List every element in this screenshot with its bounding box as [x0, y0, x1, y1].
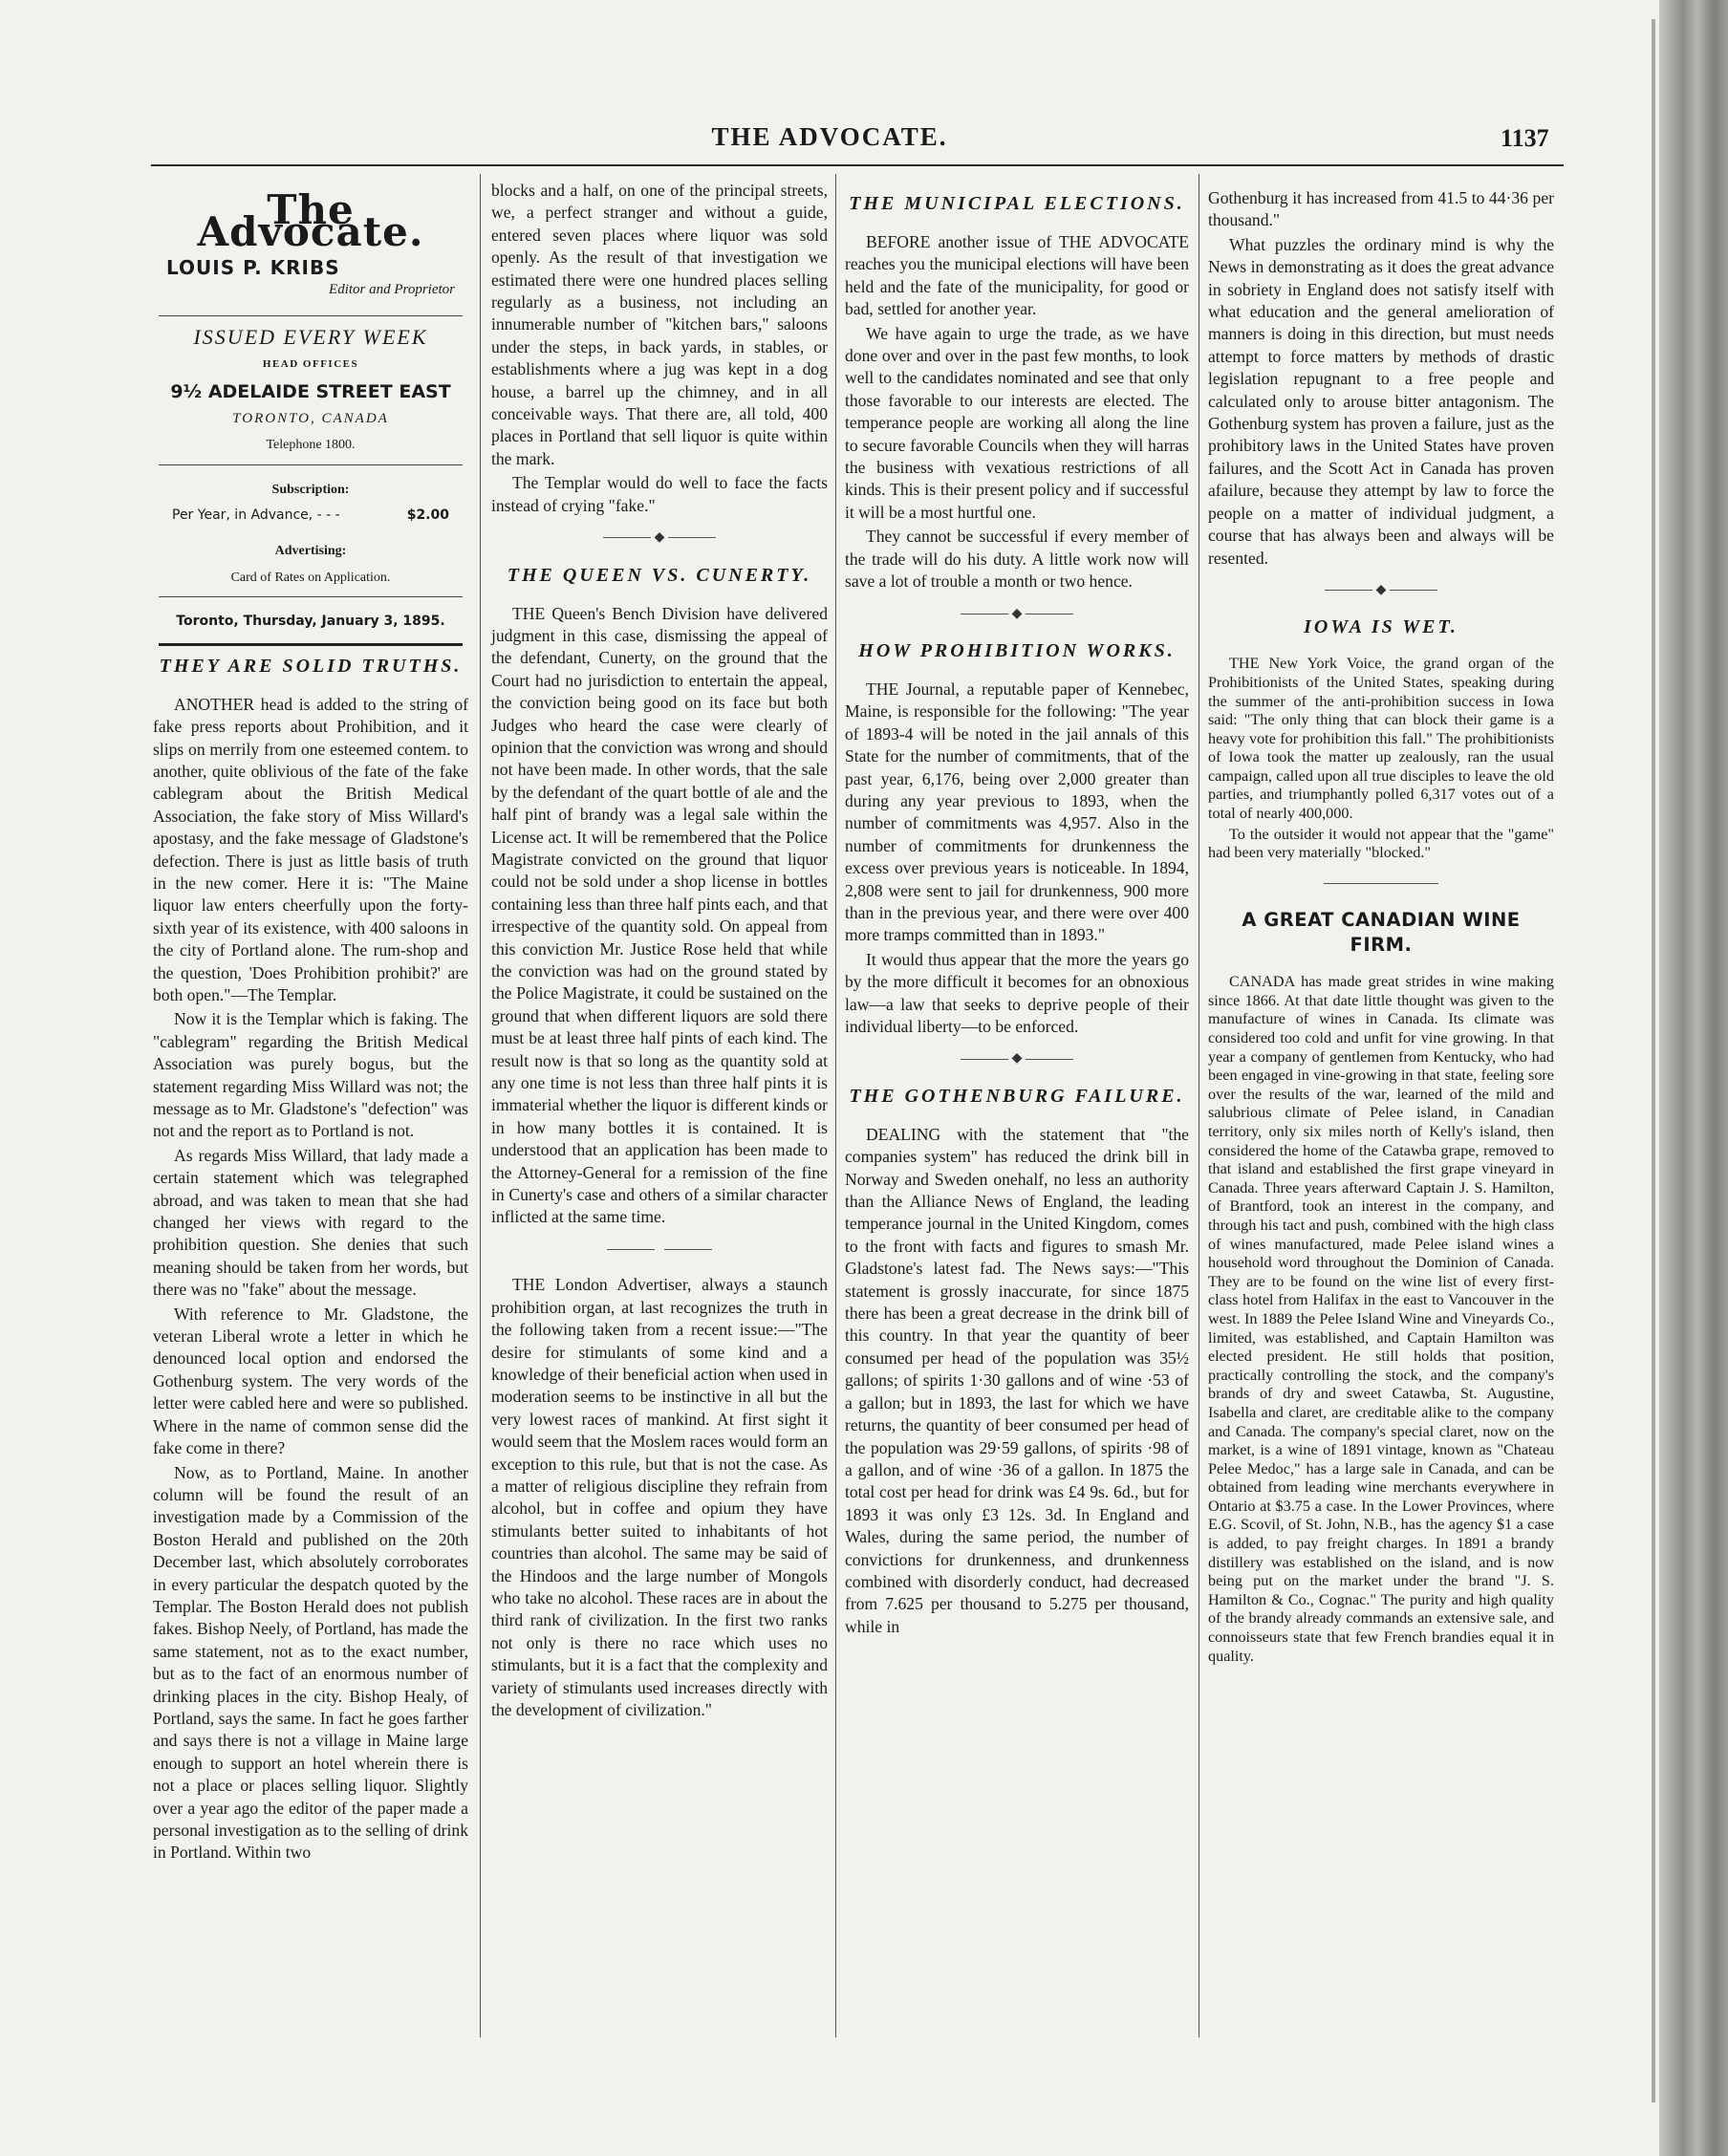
office-address: 9½ ADELAIDE STREET EAST: [170, 381, 451, 403]
subscription-terms: Per Year, in Advance, - - -: [172, 507, 340, 524]
section-ornament: ◆: [491, 527, 828, 549]
article-title-gothenburg-failure: THE GOTHENBURG FAILURE.: [849, 1085, 1185, 1107]
article-title-queen-vs-cunerty: THE QUEEN VS. CUNERTY.: [507, 564, 812, 586]
column-rule-1: [480, 174, 481, 2037]
masthead-logo: The Advocate.: [197, 186, 424, 256]
article-paragraph: With reference to Mr. Gladstone, the veteran Liberal wrote a letter in which he denounced local option and endorsed the Gothenburg system. The very words of the letter were cabled here and were so published. Where in the name of common sense did the fake come in there?: [153, 1304, 468, 1458]
article-paragraph: What puzzles the ordinary mind is why the News in demonstrating as it does the great advance in sobriety in England does not satisfy itself with what education and the general amelioration of manners is doing in this direction, but must needs attempt to force matters by methods of drastic legislation repugnant to a free people and calculated only to arouse bitter antagonism. The Gothenburg system has proven a failure, just as the prohibitory laws in the United States have proven failures, and the Scott Act in Canada has proven afailure, because they attempt by law to force the people on a matter of individual judgment, a course that has always been and always will be resented.: [1208, 234, 1554, 568]
article-paragraph: We have again to urge the trade, as we have done over and over in the past few months, to look well to the candidates nominated and see that only those favorable to our interests are elected. The temperance people are working all along the line to secure favorable Councils when they will harras the business with vexatious restrictions of all kinds. This is their present policy and if successful it will be a most hurtful one.: [845, 323, 1189, 522]
section-ornament: [1208, 873, 1554, 895]
subscription-label: Subscription:: [271, 482, 350, 497]
section-ornament: ◆: [845, 1047, 1189, 1069]
article-paragraph: Now, as to Portland, Maine. In another column will be found the result of an investigation made by a Commission of the Boston Herald and published on the 20th December last, which absolutely corroborates in every particular the despatch quoted by the Templar. The Boston Herald does not publish fakes. Bishop Neely, of Portland, has made the same statement, not as to the exact number, but as to the fact of an enormous number of drinking places in the city. Bishop Healy, of Portland, says the same. In fact he goes farther and says there is not a village in Maine large enough to support an hotel wherein there is not a place or places selling liquor. Slightly over a year ago the editor of the paper made a personal investigation as to the selling of drink in Portland. Within two: [153, 1462, 468, 1863]
article-paragraph: They cannot be successful if every member of the trade will do his duty. A little work now will save a lot of trouble a month or two hence.: [845, 527, 1189, 592]
article-paragraph: Gothenburg it has increased from 41.5 to 44·36 per thousand.": [1208, 188, 1554, 230]
section-ornament: [491, 1239, 828, 1261]
book-binding-edge: [1659, 0, 1728, 2156]
masthead-rule-1: [159, 315, 463, 316]
iowa-article-body: [1208, 655, 1554, 863]
article-paragraph: BEFORE another issue of THE ADVOCATE reaches you the municipal elections will have been held and the fate of the municipality, for good or bad, settled for another year.: [845, 232, 1189, 319]
article-title-municipal-elections: THE MUNICIPAL ELECTIONS.: [849, 193, 1185, 214]
issued-line: ISSUED EVERY WEEK: [193, 324, 428, 349]
issue-date: Toronto, Thursday, January 3, 1895.: [176, 614, 445, 630]
article-paragraph: Now it is the Templar which is faking. The "cablegram" regarding the British Medical Association was purely bogus, but the statement regarding Miss Willard was not; the message as to Mr. Gladstone's "defection" was not and the report as to Portland is not.: [153, 1009, 468, 1141]
masthead-rule-2: [159, 464, 463, 465]
masthead-rule-3: [159, 596, 463, 597]
article-paragraph: CANADA has made great strides in wine making since 1866. At that date little thought was given to the manufacture of wines in Canada. Its climate was considered too cold and unfit for vine growing. In that year a company of gentlemen from Kentucky, who had been engaged in vine-growing in that state, feeling sore over the results of the war, learned of the mild and salubrious climate of Pelee island, in Canadian territory, only six miles north of Kelly's island, then considered the home of the Catawba grape, removed to that island and established the first grape vineyard in Canada. Three years afterward Captain J. S. Hamilton, of Brantford, took an interest in the company, and through his tact and push, combined with the high class of wines manufactured, made Pelee island wines a household word throughout the Dominion of Canada. They are to be found on the wine list of every first-class hotel from Halifax in the east to Vancouver in the west. In 1889 the Pelee Island Wine and Vineyards Co., limited, was established, and Captain Hamilton was elected president. He still holds that position, practically controlling the stock, and the company's brands of dry and sweet Catawba, St. Augustine, Isabella and claret, are creditable alike to the company and Canada. The company's special claret, now on the market, is a wine of 1891 vintage, known as "Chateau Pelee Medoc," has a large sale in Canada, and can be obtained from leading wine merchants everywhere in Ontario at $3.75 a case. In the Lower Provinces, where E.G. Scovil, of St. John, N.B., has the agency $1 a case is added, to pay freight charges. In 1891 a brandy distillery was established on the island, and is now being put on the market under the brand "J. S. Hamilton & Co., Cognac." The purity and high quality of the brandy already commands an extensive sale, and connoisseurs state that few French brandies equal it in quality.: [1208, 973, 1554, 1665]
section-ornament: ◆: [1208, 579, 1554, 601]
wine-article-body: [1208, 973, 1554, 1666]
article-paragraph: blocks and a half, on one of the principal streets, we, a perfect stranger and without a guide, entered seven places where liquor was sold openly. As the result of that investigation we estimated there were one hundred places selling regularly as a business, not including an innumerable number of "kitchen bars," saloons under the steps, in back yards, in stables, or establishments where a jug was kept in a dog house, a barrel up the chimney, and in all conceivable ways. That there are, all told, 400 places in Portland that sell liquor is quite within the mark.: [491, 181, 828, 468]
page-header-title: THE ADVOCATE.: [711, 122, 948, 151]
article-paragraph: THE Journal, a reputable paper of Kennebec, Maine, is responsible for the following: "The year of 1893-4 will be noted in the jail annals of this State for the number of commitments, that of the past year, 6,176, being over 2,000 greater than during any year previous to 1893, when the number of commitments was 4,957. Also in the number of commitments for drunkenness the excess over previous years is noticeable. In 1894, 2,808 were sent to jail for drunkenness, 900 more than in the previous year, and there were over 400 more tramps committed than in 1893.": [845, 679, 1189, 945]
article-paragraph: DEALING with the statement that "the companies system" has reduced the drink bill in Norway and Sweden onehalf, no less an authority than the Alliance News of England, the leading temperance journal in the United Kingdom, comes to the front with facts and figures to smash Mr. Gladstone's latest fad. The News says:—"This statement is grossly inaccurate, for since 1875 there has been a great decrease in the drink bill of this country. In that year the quantity of beer consumed per head of the population was 35½ gallons; of spirits 1·30 gallons and of wine ·53 of a gallon; but in 1893, the last for which we have returns, the quantity of beer consumed per head of the population was 29·59 gallons, of spirits ·98 of a gallon, and of wine ·36 of a gallon. In 1875 the total cost per head for drink was £4 9s. 6d., but for 1893 it was only £3 12s. 3d. In England and Wales, during the same period, the number of convictions for drunkenness, and drunkenness combined with disorderly conduct, had decreased from 7.625 per thousand to 5.275 per thousand, while in: [845, 1124, 1189, 1636]
office-city: TORONTO, CANADA: [232, 410, 389, 426]
masthead-rule-4: [159, 643, 463, 646]
telephone: Telephone 1800.: [266, 438, 356, 453]
section-ornament: ◆: [845, 603, 1189, 625]
article-title-prohibition-works: HOW PROHIBITION WORKS.: [858, 639, 1176, 661]
masthead: [153, 186, 468, 646]
article-paragraph: As regards Miss Willard, that lady made a certain statement which was telegraphed abroad, and was taken to mean that she had changed her views with regard to the prohibition question. She denies that such meaning should be taken from her words, but there was no "fake" about the message.: [153, 1145, 468, 1300]
column-1: [153, 180, 468, 1866]
editor-role: Editor and Proprietor: [329, 282, 455, 298]
article-title-solid-truths: THEY ARE SOLID TRUTHS.: [159, 655, 463, 677]
page-number: 1137: [1501, 124, 1549, 152]
column-3: [845, 187, 1189, 1640]
article-paragraph: THE New York Voice, the grand organ of the Prohibitionists of the United States, speaking during the summer of the anti-prohibition success in Iowa said: "The only thing that can block their game is a heavy vote for prohibition this fall." The prohibitionists of Iowa took the matter up zealously, ran the usual campaign, called upon all true disciples to leave the old parties, and triumphantly polled 6,317 votes out of a total of nearly 400,000.: [1208, 655, 1554, 823]
advertising-label: Advertising:: [274, 544, 347, 559]
binding-edge-line: [1652, 19, 1655, 2102]
article-paragraph: The Templar would do well to face the facts instead of crying "fake.": [491, 473, 828, 515]
column-2: [491, 180, 828, 1723]
header-rule: [151, 164, 1564, 166]
editor-name: LOUIS P. KRIBS: [166, 255, 340, 279]
advertising-terms: Card of Rates on Application.: [230, 570, 391, 585]
article-paragraph: THE London Advertiser, always a staunch prohibition organ, at last recognizes the truth in the following taken from a recent issue:—"The desire for stimulants of some kind and a knowledge of their beneficial action when used in moderation seems to be instinctive in all but the very lowest races of mankind. At first sight it would seem that the Moslem races would form an exception to this rule, but that is not the case. As a matter of religious discipline they refrain from alcohol, but in coffee and opium they have stimulants better suited to inhabitants of hot countries than alcohol. The same may be said of the Hindoos and the large number of Mongols who take no alcohol. These races are in about the third rank of civilization. In the first two ranks not only is there no race which uses no stimulants, but it is a fact that the complexity and variety of stimulants used increases directly with the development of civilization.": [491, 1275, 828, 1719]
article-paragraph: ANOTHER head is added to the string of fake press reports about Prohibition, and it slips on merrily from one esteemed contem. to another, quite oblivious of the fate of the fake cablegram about the British Medical Association, the fake story of Miss Willard's apostasy, and the fake message of Gladstone's defection. There is just as little basis of truth in the new comer. Here it is: "The Maine liquor law enters cheerfully upon the forty-sixth year of its existence, with 400 saloons in the city of Portland alone. The rum-shop and the question, 'Does Prohibition prohibit?' are both open."—The Templar.: [153, 694, 468, 1004]
column-4: [1208, 187, 1554, 1668]
head-offices-label: HEAD OFFICES: [262, 358, 359, 371]
subscription-price: $2.00: [406, 507, 449, 524]
article-title-wine-firm: A GREAT CANADIAN WINE FIRM.: [1242, 909, 1521, 957]
article-paragraph: It would thus appear that the more the years go by the more difficult it becomes for an obnoxious law—a law that seeks to deprive people of their individual liberty—to be enforced.: [845, 949, 1189, 1036]
column-rule-2: [835, 174, 836, 2037]
article-paragraph: THE Queen's Bench Division have delivered judgment in this case, dismissing the appeal of the defendant, Cunerty, on the ground that the Court had no jurisdiction to entertain the appeal, the conviction being good on its face but both Judges who heard the case were clearly of opinion that the conviction was wrong and should not have been made. In other words, that the sale by the defendant of the quart bottle of ale and the half pint of brandy was a legal sale within the License act. It will be remembered that the Police Magistrate convicted on the ground that liquor could not be sold under a shop license in bottles containing less than three half pints each, and that irrespective of the quantity sold. On appeal from this conviction Mr. Justice Rose held that while the conviction was had on the ground stated by the Police Magistrate, it could be sustained on the ground that when different liquors are sold there must be at least three half pints of each kind. The result now is that so long as the quantity sold at any one time is not less than three half pints it is immaterial whether the liquor is different kinds or in how many bottles it is contained. It is understood that an application has been made to the Attorney-General for a remission of the fine in Cunerty's case and others of a similar character inflicted at the same time.: [491, 603, 828, 1227]
article-paragraph: To the outsider it would not appear that the "game" had been very materially "blocked.": [1208, 825, 1554, 862]
article-title-iowa-is-wet: IOWA IS WET.: [1304, 616, 1458, 638]
subscription-line: [153, 505, 468, 527]
